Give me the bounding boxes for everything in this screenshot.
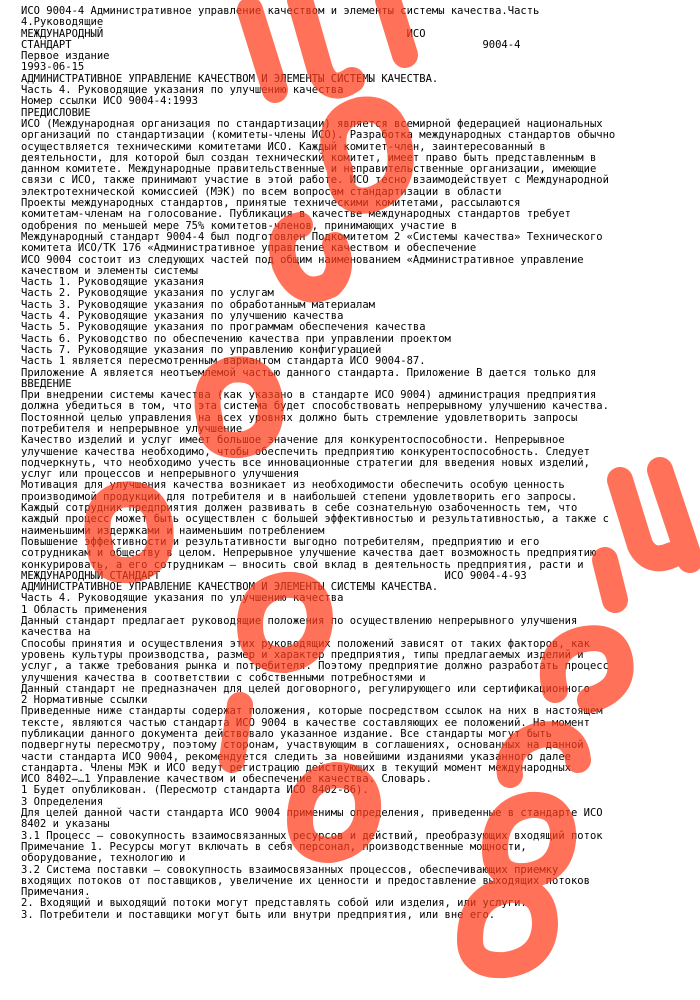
text-line: Часть 7. Руководящие указания по управлению конфигурацией [21,343,382,356]
text-line: организаций по стандартизации (комитеты-члены ИСО). Разработка международных стандартов обычно [21,129,616,142]
text-line: Часть 6. Руководство по обеспечению качества при управлении проектом [21,332,451,345]
text-line: МЕЖДУНАРОДНЫЙ СТАНДАРТ ИСО 9004-4-93 [21,569,527,582]
text-line: качества на [21,626,91,639]
text-line: наименьшими издержками и наименьшим потреблением [21,524,325,537]
text-line: Проекты международных стандартов, принятые техническими комитетами, рассылаются [21,197,521,210]
text-line: стандарта. Члены МЭК и ИСО ведут регистрацию действующих в текущий момент международных [21,761,571,774]
text-line: Часть 5. Руководящие указания по программам обеспечения качества [21,321,426,334]
text-line: Каждый сотрудник предприятия должен развивать в себе сознательную озабоченность тем, что [21,502,578,515]
text-line: ПРЕДИСЛОВИЕ [21,106,91,119]
text-line: 3.2 Система поставки — совокупность взаимосвязанных процессов, обеспечивающих приемку [21,863,559,876]
text-line: Приложение А является неотъемлемой частью данного стандарта. Приложение В дается только для [21,366,597,379]
text-line: производимой продукции для потребителя и в наибольшей степени удовлетворить его запросы. [21,490,578,503]
text-line: данном комитете. Международные правительственные и неправительственные организации, имеющие [21,163,597,176]
text-line: Часть 1 является пересмотренным вариантом стандарта ИСО 9004-87. [21,355,426,368]
text-line: Примечания. [21,886,91,899]
text-line: 3 Определения [21,795,104,808]
text-line: ИСО (Международная организация по стандартизации) является всемирной федерацией национальных [21,117,603,130]
text-line: 8402 и указаны [21,818,110,831]
text-line: ИСО 9004 состоит из следующих частей под общим наименованием «Административное управление [21,253,584,266]
text-line: Часть 2. Руководящие указания по услугам [21,287,274,300]
text-line: улучшение качества необходимо, чтобы обеспечить предприятию конкурентоспособность. Следует [21,445,590,458]
text-line: тексте, являются частью стандарта ИСО 9004 в качестве составляющих ее положений. На момент [21,716,590,729]
text-line: Примечание 1. Ресурсы могут включать в себя персонал, производственные мощности, [21,840,527,853]
text-line: 1993-06-15 [21,61,85,74]
text-line: ВВЕДЕНИЕ [21,377,72,390]
text-line: Способы принятия и осуществления этих руководящих положений зависят от таких факторов, как [21,637,590,650]
text-line: Часть 4. Руководящие указания по улучшению качества [21,84,344,97]
text-line: Часть 3. Руководящие указания по обработанным материалам [21,298,376,311]
text-line: оборудование, технологию и [21,852,186,865]
text-line: 2 Нормативные ссылки [21,694,148,707]
text-line: Постоянной целью управления на всех уровнях должно быть стремление удовлетворить запросы [21,411,578,424]
text-line: 2. Входящий и выходящий потоки могут представлять собой или изделия, или услуги. [21,897,527,910]
text-line: должна убедиться в том, что эта система будет способствовать непрерывному улучшению качества. [21,400,609,413]
text-line: АДМИНИСТРАТИВНОЕ УПРАВЛЕНИЕ КАЧЕСТВОМ И ЭЛЕМЕНТЫ СИСТЕМЫ КАЧЕСТВА. [21,581,439,594]
text-line: услуг, а также требования рынка и потребителя. Поэтому предприятие должно разработать процесс [21,660,609,673]
text-line: Данный стандарт предлагает руководящие положения по осуществлению непрерывного улучшения [21,615,578,628]
text-line: осуществляется техническими комитетами ИСО. Каждый комитет-член, заинтересованный в [21,140,546,153]
text-line: входящих потоков от поставщиков, увеличение их ценности и предоставление выходящих потоков [21,874,590,887]
text-line: Для целей данной части стандарта ИСО 9004 применимы определения, приведенные в стандарте ИСО [21,807,603,820]
text-line: подчеркнуть, что необходимо учесть все инновационные стратегии для введения новых изделий, [21,456,590,469]
text-line: Часть 4. Руководящие указания по улучшению качества [21,310,344,323]
text-line: ИСО 8402–…1 Управление качеством и обеспечение качества. Словарь. [21,773,432,786]
text-line: сотрудникам и обществу в целом. Непрерывное улучшение качества дает возможность предприятию [21,547,597,560]
text-line: МЕЖДУНАРОДНЫЙ ИСО [21,27,426,40]
text-line: комитета ИСО/ТК 176 «Административное управление качеством и обеспечение [21,242,477,255]
text-line: При внедрении системы качества (как указано в стандарте ИСО 9004) администрация предприятия [21,389,597,402]
text-line: связи с ИСО, также принимают участие в этой работе. ИСО тесно взаимодействует с Международной [21,174,609,187]
text-line: 1 Область применения [21,603,148,616]
text-line: комитетам-членам на голосование. Публикация в качестве международных стандартов требует [21,208,571,221]
text-line: Номер ссылки ИСО 9004-4:1993 [21,95,199,108]
text-line: 1 Будет опубликован. (Пересмотр стандарта ИСО 8402-86). [21,784,369,797]
text-line: Качество изделий и услуг имеет большое значение для конкурентоспособности. Непрерывное [21,434,565,447]
text-line: 4.Руководящие [21,16,104,29]
text-line: Часть 1. Руководящие указания [21,276,205,289]
text-line: АДМИНИСТРАТИВНОЕ УПРАВЛЕНИЕ КАЧЕСТВОМ И ЭЛЕМЕНТЫ СИСТЕМЫ КАЧЕСТВА. [21,72,439,85]
text-line: качеством и элементы системы [21,264,199,277]
text-line: улучшения качества в соответствии с собственными потребностями и [21,671,426,684]
text-line: каждый процесс может быть осуществлен с большей эффективностью и результативностью, а также с [21,513,609,526]
text-line: одобрения по меньшей мере 75% комитетов-членов, принимающих участие в [21,219,458,232]
text-line: Часть 4. Руководящие указания по улучшению качества [21,592,344,605]
text-line: потребителя и непрерывное улучшение [21,422,243,435]
text-line: 3.1 Процесс — совокупность взаимосвязанных ресурсов и действий, преобразующих входящий поток [21,829,603,842]
text-line: Данный стандарт не предназначен для целей договорного, регулирующего или сертификационного [21,682,590,695]
text-line: уровень культуры производства, размер и характер предприятия, типы предлагаемых изделий и [21,648,584,661]
text-line: конкурировать, а его сотрудникам — вносить свой вклад в деятельность предприятия, расти и [21,558,584,571]
text-line: электротехнической комиссией (МЭК) по всем вопросам стандартизации в области [21,185,502,198]
text-line: Первое издание [21,50,110,63]
text-line: услуг или процессов и непрерывного улучшения [21,468,300,481]
text-line: 3. Потребители и поставщики могут быть или внутри предприятия, или вне его. [21,908,496,921]
text-line: Приведенные ниже стандарты содержат положения, которые посредством ссылок на них в настоящем [21,705,603,718]
text-line: части стандарта ИСО 9004, рекомендуется следить за новейшими изданиями указанного далее [21,750,571,763]
text-line: Международный стандарт 9004-4 был подготовлен Подкомитетом 2 «Системы качества» Технического [21,230,603,243]
text-line: СТАНДАРТ 9004-4 [21,38,521,51]
text-line: деятельности, для которой был создан технический комитет, имеет право быть представленным в [21,151,597,164]
text-line: Мотивация для улучшения качества возникает из необходимости обеспечить особую ценность [21,479,565,492]
text-line: Повышение эффективности и результативности выгодно потребителям, предприятию и его [21,535,540,548]
text-line: подвергнуты пересмотру, поэтому сторонам, участвующим в соглашениях, основанных на данной [21,739,584,752]
text-line: публикации данного документа действовало указанное издание. Все стандарты могут быть [21,728,553,740]
text-line: ИСО 9004-4 Административное управление качеством и элементы системы качества.Часть [21,5,540,17]
